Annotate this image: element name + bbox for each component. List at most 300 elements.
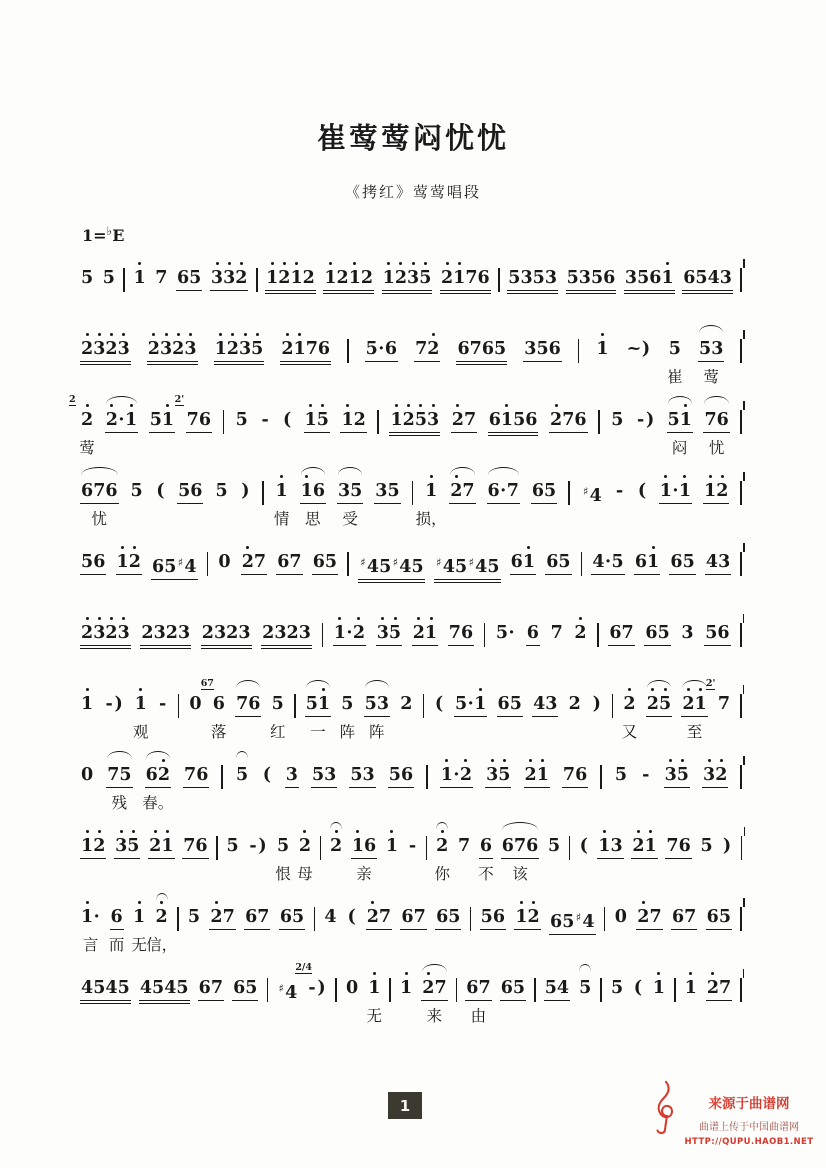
note-digits: 2323 [261,623,312,649]
note-digits: 356 [523,339,562,362]
note-digits: 2 [400,694,413,714]
note-group [681,680,707,741]
note-group [275,822,291,883]
note-digits: 2 7 [706,978,732,1001]
barline [600,765,602,789]
note-digits: 1 [684,978,698,1000]
note-group [636,893,662,930]
note-digits: 2323 [140,623,191,649]
note-digits: 3 5 [664,765,690,788]
note-digits: ~) [626,339,651,359]
note-group [300,467,326,528]
page-header [0,0,826,202]
note-digits: 2 3 2 3 [80,623,131,649]
grace-note: 2 [69,394,76,405]
note-digits: 2 1 76 [440,268,491,294]
note-group [232,964,258,1001]
note-group [80,325,131,365]
note-group [614,467,626,503]
page-number-badge: 1 [388,1092,422,1119]
score-body [69,254,742,1035]
note-digits: 76 [235,694,261,717]
note-digits: 2 [568,694,581,714]
grace-note: 2' [705,678,716,689]
note-digits: 65 [531,481,557,504]
lyric: 该 [512,865,528,883]
note-group [297,822,313,883]
note-group [562,751,588,788]
note-group [346,893,358,929]
note-group [155,467,167,503]
note-group [680,609,694,645]
note-group [225,822,239,858]
note-digits: 4545 [139,978,190,1004]
note-digits: 5 [102,268,115,288]
note-group [671,893,697,930]
lyric: 亲 [356,865,372,883]
lyric: 来 [426,1007,443,1025]
note-group [376,609,402,646]
note-group [497,680,523,717]
barline [123,268,125,292]
score-system [80,751,742,822]
note-group [706,964,732,1001]
note-digits: 3 3 2 [210,268,249,291]
note-digits: 1 2 3 5 [382,268,433,294]
note-digits: 5· [495,623,515,643]
note-digits: 2 76 [549,410,588,433]
note-group [652,964,666,1000]
note-group [200,678,227,741]
note-group [80,538,106,575]
note-digits: 5 [271,694,284,714]
barline [262,481,264,505]
note-group [636,467,648,503]
lyric: 忧 [708,439,725,457]
note-digits: 76 [186,410,212,433]
note-digits: 67 [198,978,224,1001]
barline [484,623,486,647]
barline [377,410,379,434]
note-group [667,396,693,457]
score-system [80,893,742,964]
note-digits: 2 1 [524,765,550,788]
note-group [261,751,273,787]
note-group [433,680,445,716]
note-group [80,609,131,649]
note-group [549,893,596,935]
note-digits: 3 5 [376,623,402,646]
note-digits: 65 [176,268,202,291]
note-group [578,964,592,1000]
score-system [80,680,742,751]
barline [177,907,179,931]
note-digits: 56 [177,481,203,504]
note-digits: 5 [668,339,681,359]
barline [568,481,570,505]
note-group [568,680,582,716]
barline [740,268,742,292]
note-digits: 1 [134,694,148,716]
watermark-url: HTTP://QUPU.HAOB1.NET [684,1137,814,1147]
barline [456,978,458,1002]
note-group [523,325,562,362]
note-digits: 2 7 [449,481,475,504]
watermark-source: 来源于曲谱网 [708,1096,790,1112]
score-system [80,538,742,609]
note-group [157,680,169,716]
note-group [526,609,540,646]
barline [740,339,742,363]
note-digits: -) [308,978,326,998]
note-digits: 1 21 2 [323,268,374,294]
lyric: 不 [478,865,494,883]
note-group [434,538,501,583]
lyric: 残 [111,794,128,812]
note-digits: ♯4 [582,485,602,506]
note-group [640,751,652,787]
note-group [217,538,231,574]
note-digits: 1 5 [304,410,330,433]
note-digits: 65 [644,623,670,646]
note-group [235,680,261,717]
note-digits: 6 [110,907,124,930]
note-group [304,396,330,433]
lyric: 信， [146,936,178,954]
note-group [279,893,305,930]
note-group [698,325,724,386]
note-group [702,751,728,788]
score-system [80,822,742,893]
note-digits: 2 [298,836,312,858]
note-group [667,325,683,386]
key-note: E [112,226,125,245]
grace-note: 2/4 [295,962,313,973]
grace-note: 2' [174,394,185,405]
note-group [456,325,507,365]
lyric: 受 [342,510,358,528]
lyric: 红 [269,723,286,741]
note-group [595,325,609,361]
note-digits: - [159,694,167,714]
note-digits: 2 5 [646,694,672,717]
note-digits: 2 7 [421,978,447,1001]
note-group [440,254,491,294]
note-digits: 51 [149,410,175,433]
note-digits: 76 [182,836,208,859]
note-digits: 53 [698,339,724,362]
note-group [549,396,588,433]
note-group [578,822,590,858]
note-group [495,609,516,645]
note-digits: 1 [132,907,146,929]
note-digits: 67 [400,907,426,930]
note-digits: -) [249,836,267,856]
barline [426,836,428,860]
note-digits: 2 1 [681,694,707,717]
note-digits: 5 [700,836,713,856]
note-digits: 6765 [456,339,507,365]
note-digits: 53 [364,694,390,717]
note-group [374,467,400,504]
lyric: 由 [470,1007,487,1025]
note-digits: 2 [622,694,636,716]
note-group [80,822,106,859]
note-digits: 65 [232,978,258,1001]
note-digits: 67 [671,907,697,930]
note-digits: 62 [145,765,171,788]
lyric: 观 [132,723,149,741]
barline [498,268,500,292]
note-digits: 56 [80,552,106,575]
note-group [340,396,366,433]
note-group [524,751,550,788]
note-group [440,751,473,788]
barline [347,339,349,363]
note-digits: -) [637,410,655,430]
note-digits: 1 [652,978,666,1000]
note-group [176,254,202,291]
note-digits: 5 [341,694,354,714]
barline [740,481,742,505]
note-group [644,609,670,646]
lyric: 闷 [671,439,688,457]
note-digits: 6543 [682,268,733,294]
note-group [635,396,656,432]
note-group [261,609,312,649]
barline [423,694,425,718]
note-digits: 0 [218,552,231,572]
treble-clef-icon [652,1080,678,1142]
note-digits: 65 [669,552,695,575]
note-digits: 76 [448,623,474,646]
note-group [435,893,461,930]
note-digits: 43 [532,694,558,717]
note-digits: 7 [550,623,563,643]
note-digits: 1 2 1 2 [265,268,316,294]
lyric: 情 [273,510,290,528]
note-digits: 2 1 76 [280,339,331,365]
note-group [388,751,414,788]
note-group [631,822,657,859]
note-digits: ( [283,410,292,430]
note-group [566,254,617,294]
note-digits: 1 ·1 [659,481,692,504]
note-group [664,751,690,788]
note-digits: 2 [329,836,343,858]
note-digits: ♯4 [278,982,298,1003]
note-group [259,396,271,432]
note-digits: 2 1 [412,623,438,646]
barline [389,978,391,1002]
note-group [187,893,201,929]
note-group [454,680,487,717]
watermark-text [684,1080,814,1147]
note-group [501,822,540,883]
note-digits: 676 [501,836,540,859]
note-digits: 5 [614,765,628,785]
note-digits: 1 [274,481,288,503]
note-group [177,467,203,504]
note-digits: 51 [305,694,331,717]
note-group [269,680,286,741]
note-digits: 65 [500,978,526,1001]
note-digits: 4 [324,907,337,927]
note-group [182,822,208,859]
note-group [366,893,392,930]
barline [740,623,742,647]
note-digits: ( [347,907,356,927]
note-digits: 5·6 [365,339,398,362]
note-group [705,678,731,716]
note-digits: 2 1 [631,836,657,859]
note-group [148,822,174,859]
barline [178,694,180,718]
note-digits: 65 [706,907,732,930]
note-group [581,467,603,508]
lyric: 至 [686,723,703,741]
note-group [210,254,249,291]
note-group [665,822,691,859]
note-group [151,538,198,580]
note-digits: - [408,836,417,856]
note-group [80,751,94,787]
lyric: 思 [305,510,321,528]
note-digits: 1 2 [514,907,540,930]
note-group [365,325,398,362]
note-group [80,680,94,716]
note-group [312,538,338,575]
barline [740,552,742,576]
note-group [358,538,425,583]
lyric: 无 [366,1007,383,1025]
barline [740,978,742,1002]
note-digits: 65 [545,552,571,575]
note-digits: 1 2 3 5 [214,339,265,365]
note-group [305,680,331,741]
note-group [214,325,265,365]
note-digits: 2 7 [241,552,267,575]
note-digits: - [642,765,650,785]
note-digits: 5 [235,410,248,430]
score-system [80,325,742,396]
note-group [214,467,228,503]
note-digits: 76 [665,836,691,859]
note-digits: ♯45♯45 [434,552,501,583]
note-digits: 5 [215,481,228,501]
note-digits: ) [241,481,250,501]
barline [223,410,225,434]
note-digits: 1 6 [351,836,377,859]
note-digits: 1 ·2 [333,623,366,646]
note-digits: 5 [235,765,249,785]
note-digits: 1 ·2 [440,765,473,788]
barline [604,907,606,931]
note-group [614,893,628,929]
note-group [198,964,224,1001]
note-group [500,964,526,1001]
note-digits: 65 [497,694,523,717]
note-digits: ) [722,836,732,856]
note-digits: ) [592,694,601,714]
note-digits: 0 [614,907,627,927]
barline [598,410,600,434]
note-digits: 1 6 [300,481,326,504]
note-group [133,254,147,290]
note-digits: 1 [399,978,413,1000]
note-group [366,964,383,1025]
note-group [130,467,144,503]
note-group [451,396,477,433]
note-group [345,964,359,1000]
note-group [147,325,198,365]
note-digits: 1 2 [340,410,366,433]
note-digits: 0 [189,694,202,714]
note-digits: 3 [285,765,299,788]
note-group [550,609,564,645]
note-group [389,396,440,436]
note-group [349,751,375,788]
note-digits: 54 [544,978,570,1001]
note-group [69,394,95,457]
note-group [201,609,252,649]
note-digits: ( [637,481,647,501]
note-digits: 4·5 [591,552,624,575]
note-group [399,680,413,716]
barline [740,765,742,789]
note-digits: 5 [579,978,592,998]
note-group [610,396,624,432]
note-group [705,538,731,575]
note-digits: 1 [595,339,609,361]
lyric: 母 [297,865,313,883]
watermark [652,1080,822,1147]
note-group [337,467,363,528]
note-digits: 2 3 2 3 [147,339,198,365]
note-group [80,964,131,1004]
lyric: 你 [434,865,450,883]
note-group [487,467,520,504]
note-group [329,822,343,858]
note-group [514,893,540,930]
note-digits: 5 [187,907,201,927]
note-group [684,964,698,1000]
note-group [364,680,390,741]
note-digits: 6·7 [487,481,520,504]
note-group [544,964,570,1001]
note-digits: 5353 [507,268,558,294]
note-digits: 76 [703,410,729,433]
note-group [624,254,675,294]
note-digits: ( [434,694,444,714]
note-group [149,396,175,433]
note-group [448,609,474,646]
note-digits: 5 [611,410,624,430]
note-group [146,893,178,954]
note-group [140,609,191,649]
note-digits: 2 [435,836,449,858]
note-group [139,964,190,1004]
note-digits: 676 [80,481,119,504]
note-group [415,467,447,528]
note-digits: 1 [367,978,381,1000]
note-digits: 65♯4 [151,552,198,580]
note-group [339,680,356,741]
note-group [244,893,270,930]
note-group [659,467,692,504]
note-group [333,609,366,646]
note-group [183,751,209,788]
